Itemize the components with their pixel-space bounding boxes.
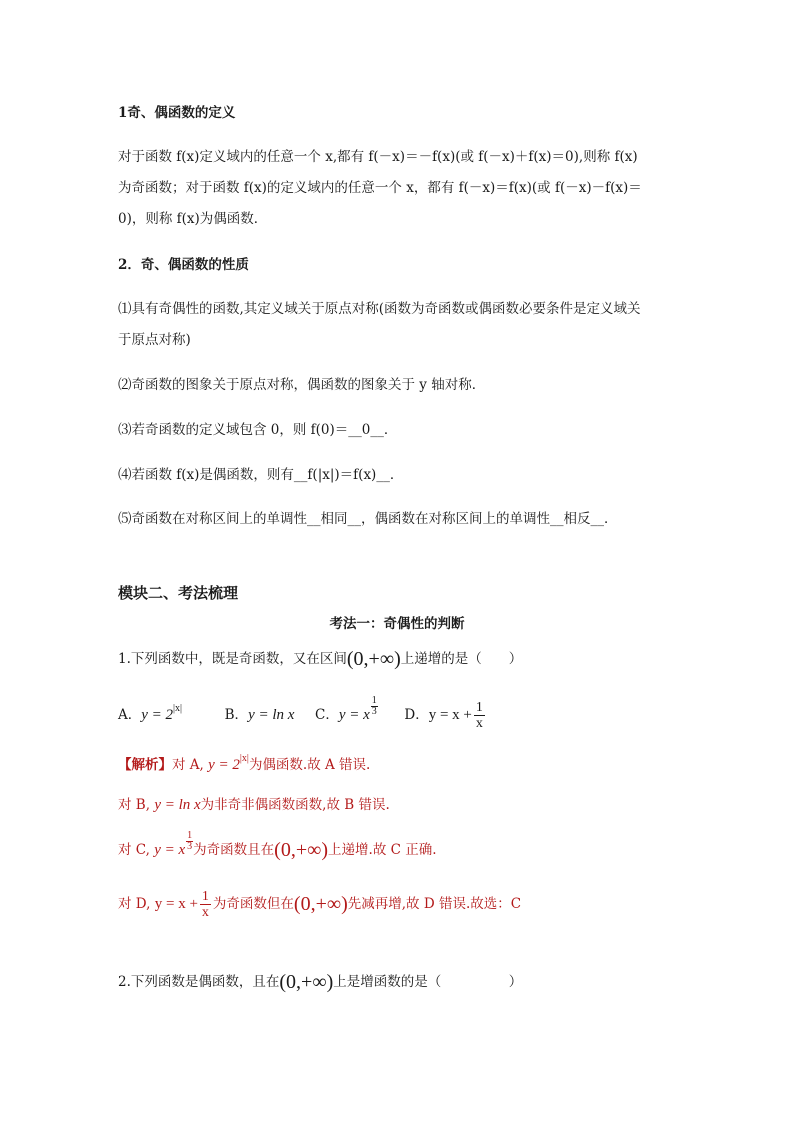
option-a-exponent: |x| bbox=[173, 703, 183, 714]
solution-d-fraction: $\frac{1}{x}$ bbox=[201, 889, 209, 920]
solution-d-interval: (0,+∞) bbox=[293, 893, 348, 915]
option-d-fraction: $\frac{1}{x}$ bbox=[475, 700, 483, 731]
section2-heading: 2．奇、偶函数的性质 bbox=[118, 257, 249, 273]
solution-a-pre: 对 A, bbox=[172, 757, 204, 773]
option-b-math: y = ln x bbox=[248, 707, 295, 723]
question-1-options bbox=[118, 695, 487, 731]
question-2-stem bbox=[118, 973, 522, 991]
option-c-exponent: $\frac{1}{3}$ bbox=[371, 695, 377, 717]
option-d-math: y = x + bbox=[428, 707, 472, 723]
solution-c-post: 上递增.故 C 正确. bbox=[328, 842, 437, 858]
solution-a-post: 为偶函数.故 A 错误. bbox=[248, 757, 371, 773]
solution-a bbox=[118, 753, 371, 776]
q2-interval: (0,+∞) bbox=[279, 971, 334, 993]
module-title: 模块二、考法梳理 bbox=[118, 584, 239, 602]
solution-b-math: y = ln x bbox=[154, 797, 201, 813]
solution-d-post: 先减再增,故 D 错误.故选：C bbox=[347, 896, 522, 912]
question-1-stem bbox=[118, 650, 522, 668]
solution-b-pre: 对 B, bbox=[118, 797, 151, 813]
solution-c-pre: 对 C, bbox=[118, 842, 150, 858]
property-5: ⑸奇函数在对称区间上的单调性__相同__，偶函数在对称区间上的单调性__相反__． bbox=[118, 511, 618, 527]
option-d-label: D． bbox=[404, 707, 429, 723]
q1-stem-pre: 1.下列函数中，既是奇函数，又在区间 bbox=[118, 651, 347, 667]
section1-line3: 0)，则称 f(x)为偶函数． bbox=[118, 211, 268, 227]
q2-stem-pre: 2.下列函数是偶函数，且在 bbox=[118, 974, 280, 990]
solution-d-pre: 对 D, bbox=[118, 896, 151, 912]
solution-b-post: 为非奇非偶函数函数,故 B 错误. bbox=[200, 797, 390, 813]
property-1-line1: ⑴具有奇偶性的函数,其定义域关于原点对称(函数为奇函数或偶函数必要条件是定义域关 bbox=[118, 301, 641, 317]
option-b-label: B． bbox=[224, 707, 249, 723]
property-3: ⑶若奇函数的定义域包含 0，则 f(0)＝__0__． bbox=[118, 422, 398, 438]
property-4: ⑷若函数 f(x)是偶函数，则有__f(|x|)＝f(x)__． bbox=[118, 467, 404, 483]
solution-c-interval: (0,+∞) bbox=[274, 839, 329, 861]
q1-stem-post: 上递增的是（ ） bbox=[400, 651, 523, 667]
solution-a-exponent: |x| bbox=[239, 753, 249, 764]
solution-d-math: y = x + bbox=[154, 896, 198, 912]
section1-line1: 对于函数 f(x)定义域内的任意一个 x,都有 f(－x)＝－f(x)(或 f(－x)＋f(x)＝0),则称 f(x) bbox=[118, 149, 638, 165]
solution-d bbox=[118, 889, 521, 920]
section1-heading: 1奇、偶函数的定义 bbox=[118, 105, 236, 121]
property-2: ⑵奇函数的图象关于原点对称，偶函数的图象关于 y 轴对称． bbox=[118, 377, 486, 393]
section1-line2: 为奇函数；对于函数 f(x)的定义域内的任意一个 x，都有 f(－x)＝f(x)(或 f(－x)－f(x)＝ bbox=[118, 180, 642, 196]
solution-c-mid: 为奇函数且在 bbox=[193, 842, 275, 858]
module-subtitle: 考法一：奇偶性的判断 bbox=[329, 616, 465, 632]
property-1-line2: 于原点对称) bbox=[118, 332, 191, 348]
solution-d-mid: 为奇函数但在 bbox=[212, 896, 294, 912]
option-a-label: A． bbox=[118, 707, 142, 723]
solution-a-math: y = 2 bbox=[208, 757, 240, 773]
solution-c-exponent: $\frac{1}{3}$ bbox=[187, 830, 193, 852]
q1-interval: (0,+∞) bbox=[346, 648, 401, 670]
solution-c bbox=[118, 830, 437, 861]
option-a-math: y = 2 bbox=[141, 707, 174, 723]
solution-tag: 【解析】 bbox=[118, 757, 172, 773]
option-c-math: y = x bbox=[338, 707, 370, 723]
option-c-label: C． bbox=[315, 707, 339, 723]
solution-c-math: y = x bbox=[154, 842, 186, 858]
q2-stem-post: 上是增函数的是（ ） bbox=[333, 974, 523, 990]
solution-b bbox=[118, 796, 390, 814]
